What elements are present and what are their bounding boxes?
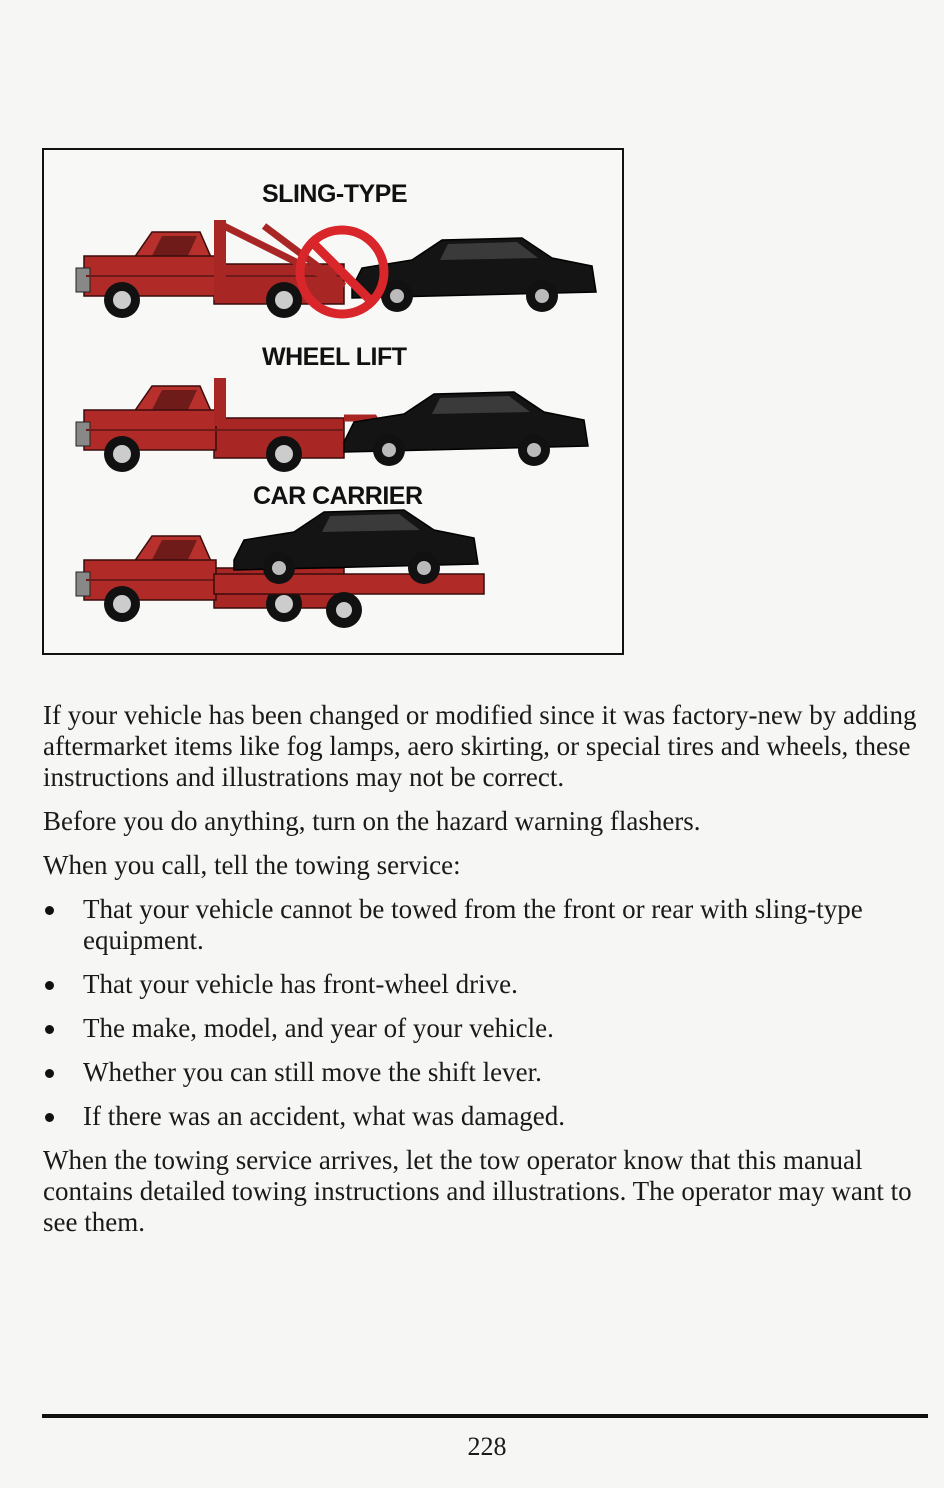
bullet-icon bbox=[45, 981, 54, 990]
sling-type-car bbox=[352, 238, 596, 312]
call-lead: When you call, tell the towing service: bbox=[43, 850, 461, 880]
wheel-lift-car bbox=[344, 392, 588, 466]
sling-type-label: SLING-TYPE bbox=[262, 180, 408, 208]
towing-info-list bbox=[43, 894, 928, 1132]
hazard-paragraph: Before you do anything, turn on the hazard warning flashers. bbox=[43, 806, 701, 836]
list-item: The make, model, and year of your vehicle. bbox=[43, 1013, 928, 1044]
page-number: 228 bbox=[467, 1432, 507, 1461]
intro-paragraph: If your vehicle has been changed or modified since it was factory-new by adding aftermarket items like fog lamps, aero skirting, or special tires and wheels, these instructions and illustrations may not be correct. bbox=[43, 700, 917, 792]
wheel-lift-label: WHEEL LIFT bbox=[262, 343, 407, 371]
wheel-lift-truck bbox=[76, 378, 394, 472]
list-item: That your vehicle has front-wheel drive. bbox=[43, 969, 928, 1000]
list-item: Whether you can still move the shift lever. bbox=[43, 1057, 928, 1088]
car-carrier-car bbox=[234, 510, 478, 584]
list-item: That your vehicle cannot be towed from the front or rear with sling-type equipment. bbox=[43, 894, 928, 956]
bullet-icon bbox=[45, 1113, 54, 1122]
bullet-icon bbox=[45, 1025, 54, 1034]
body-text bbox=[43, 700, 928, 1251]
list-item: If there was an accident, what was damaged. bbox=[43, 1101, 928, 1132]
towing-illustration bbox=[42, 148, 624, 655]
closing-paragraph: When the towing service arrives, let the tow operator know that this manual contains detailed towing instructions and illustrations. The operator may want to see them. bbox=[43, 1145, 912, 1237]
bullet-icon bbox=[45, 906, 54, 915]
footer-rule bbox=[42, 1414, 928, 1418]
towing-diagram bbox=[44, 150, 622, 653]
bullet-icon bbox=[45, 1069, 54, 1078]
car-carrier-label: CAR CARRIER bbox=[253, 482, 423, 510]
